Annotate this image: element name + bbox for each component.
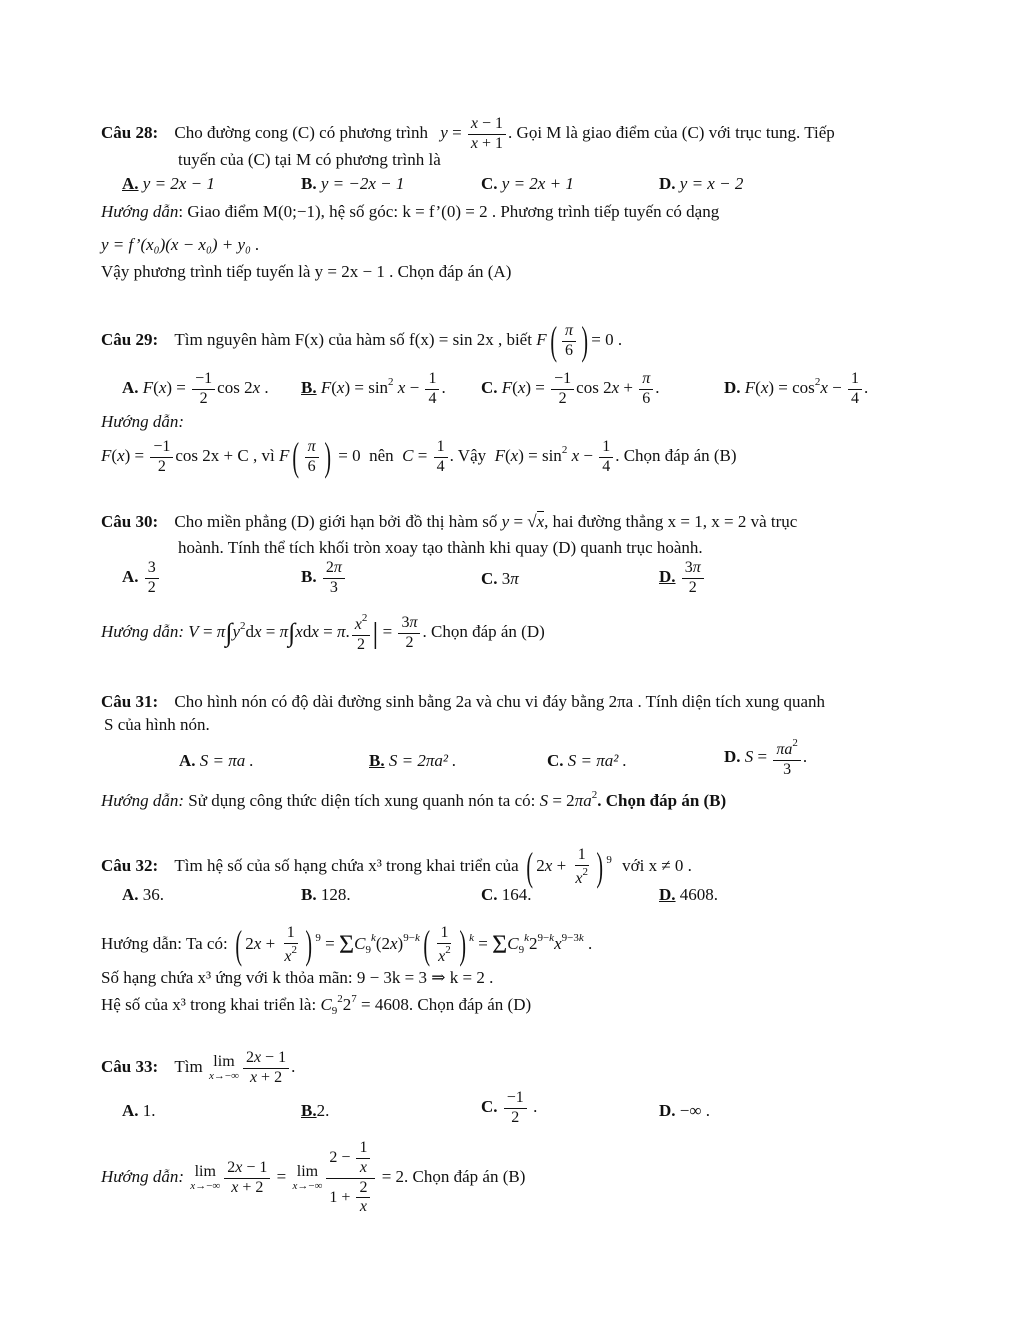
question-text: Tìm nguyên hàm F(x) của hàm số f(x) = sin 2x , biết xyxy=(174,330,532,350)
option-d[interactable]: D. −∞ . xyxy=(659,1101,710,1120)
option-d[interactable]: D. 4608. xyxy=(659,885,719,904)
fraction: $\frac{x - 1}{x + 1}$ xyxy=(468,116,506,153)
question-text: với x ≠ 0 . xyxy=(622,856,692,876)
guide-text: . Chọn đáp án (D) xyxy=(408,995,532,1014)
question-text: Tìm hệ số của số hạng chứa x³ trong khai triển của xyxy=(174,856,519,876)
question-text: tuyến của (C) tại M có phương trình là xyxy=(178,150,441,169)
question-text: = 0 . xyxy=(591,330,623,350)
guide-text: Số hạng chứa x³ ứng với k thỏa mãn: 9 − 3k = 3 ⇒ k = 2 . xyxy=(101,968,494,987)
option-d[interactable]: D. y = x − 2 xyxy=(659,174,744,193)
option-b[interactable]: B. $\frac{2\pi}{3}$ xyxy=(301,560,347,597)
guide-text: Hướng dẫn: Ta có: xyxy=(101,934,228,954)
question-text: hoành. Tính thể tích khối tròn xoay tạo thành khi quay (D) quanh trục hoành. xyxy=(178,538,703,557)
guide-text: cos 2x + C , vì xyxy=(175,446,275,466)
option-d[interactable]: D. $\frac{3\pi}{2}$ xyxy=(659,560,706,597)
guide-text: Sử dụng công thức diện tích xung quanh nón ta có: xyxy=(184,791,536,810)
option-b[interactable]: B. y = −2x − 1 xyxy=(301,174,405,193)
option-d[interactable]: D. $F(x) = \cos^2x$ − $\frac{1}{4}$ . xyxy=(724,370,869,407)
question-32: Câu 32: Tìm hệ số của số hạng chứa x³ trong khai triển của ( 2x + $\frac{1}{x^2}$ ) $^9$ với x ≠ 0 . A. 36. B. 128. C. 164. D. 4608. Hướng dẫn: Ta có: ( 2x + $\frac{1}{x^2}$ ) $^9 = \Sigma C_9^k(2x)^{9-k}$( $\frac{1}{x^2}$ ) $^k = \Sigma C_9^k2^{9-k}x^{9-3k}$ . Số hạng chứa x³ ứng với k thỏa mãn: 9 − 3k = 3 ⇒ k = 2 . Hệ số của x³ trong khai triển là: $C_9^22^7 = 4608$. Chọn đáp án (D) xyxy=(101,844,719,1017)
guide-text: . Chọn đáp án (B) xyxy=(404,1167,526,1186)
option-b[interactable]: B. S = 2πa² . xyxy=(369,751,457,770)
option-c[interactable]: C. 164. xyxy=(481,885,532,904)
guide-label: Hướng dẫn: xyxy=(101,791,185,810)
guide-text: : Giao điểm M(0;−1), hệ số góc: k = f’(0) = 2 . Phương trình tiếp tuyến có dạng xyxy=(178,202,720,221)
option-b[interactable]: B. $F(x) = \sin^2 x$ − $\frac{1}{4}$ . xyxy=(301,370,446,407)
question-31: Câu 31: Cho hình nón có độ dài đường sinh bằng 2a và chu vi đáy bằng 2πa . Tính diện tích xung quanh S của hình nón. A. S = πa . B. S = 2πa² . C. S = πa² . D. S = $\frac{\pi a^2}{3}$ . Hướng dẫn: Sử dụng công thức diện tích xung quanh nón ta có: $S = 2\pi a^2$. Chọn đáp án (B) xyxy=(101,692,826,810)
question-text: Tìm xyxy=(174,1057,203,1077)
question-label: Câu 29: xyxy=(101,330,159,350)
guide-text: Vậy phương trình tiếp tuyến là y = 2x − 1 . Chọn đáp án (A) xyxy=(101,262,512,281)
option-a[interactable]: A. y = 2x − 1 xyxy=(122,174,215,193)
question-text: Cho miền phẳng (D) giới hạn bởi đồ thị hàm số xyxy=(174,512,498,531)
guide-label: Hướng dẫn: xyxy=(101,412,185,431)
option-d[interactable]: D. S = $\frac{\pi a^2}{3}$ . xyxy=(724,737,808,778)
guide-label: Hướng dẫn xyxy=(101,202,179,221)
option-c[interactable]: C. F(x) = $\frac{-1}{2}$ cos 2x + $\frac{\pi}{6}$ . xyxy=(481,370,660,407)
question-30: Câu 30: Cho miền phẳng (D) giới hạn bởi đồ thị hàm số y = √x, hai đường thẳng x = 1, x = 2 và trục hoành. Tính thể tích khối tròn xoay tạo thành khi quay (D) quanh trục hoành. A. $\frac{3}{2}$ B. $\frac{2\pi}{3}$ C. 3π D. $\frac{3\pi}{2}$ Hướng dẫn: $V = \pi\int y^2dx = \pi\int xdx = \pi$. $\frac{x^2}{2}$ | = $\frac{3\pi}{2}$ . Chọn đáp án (D) xyxy=(101,512,798,653)
question-text: Cho đường cong (C) có phương trình xyxy=(174,123,429,143)
guide-text: . Chọn đáp án (B) xyxy=(615,446,737,466)
guide-text: . Chọn đáp án (D) xyxy=(422,622,545,642)
question-text: Cho hình nón có độ dài đường sinh bằng 2a và chu vi đáy bằng 2πa . Tính diện tích xung quanh xyxy=(174,692,826,711)
guide-text: Hệ số của x³ trong khai triển là: xyxy=(101,995,317,1014)
option-a[interactable]: A. 36. xyxy=(122,885,165,904)
question-text: , hai đường thẳng x = 1, x = 2 và trục xyxy=(544,512,798,531)
question-text: S của hình nón. xyxy=(104,715,210,734)
option-c[interactable]: C. 3π xyxy=(481,569,519,588)
option-c[interactable]: C. S = πa² . xyxy=(547,751,627,770)
option-a[interactable]: A. S = πa . xyxy=(179,751,254,770)
question-28: Câu 28: Cho đường cong (C) có phương trình y = $\frac{x - 1}{x + 1}$ . Gọi M là giao điểm của (C) với trục tung. Tiếp tuyến của (C) tại M có phương trình là A. y = 2x − 1 B. y = −2x − 1 C. y = 2x + 1 D. y = x − 2 Hướng dẫn: Giao điểm M(0;−1), hệ số góc: k = f’(0) = 2 . Phương trình tiếp tuyến có dạng y = f’(x₀)(x − x₀) + y₀ . Vậy phương trình tiếp tuyến là y = 2x − 1 . Chọn đáp án (A) xyxy=(101,115,835,281)
question-label: Câu 32: xyxy=(101,856,159,876)
question-label: Câu 30: xyxy=(101,512,159,531)
option-a[interactable]: A. 1. xyxy=(122,1101,156,1120)
guide-text: . Chọn đáp án (B) xyxy=(597,791,727,810)
question-29: Câu 29: Tìm nguyên hàm F(x) của hàm số f(x) = sin 2x , biết F( $\frac{\pi}{6}$ ) = 0 . A. F(x) = $\frac{-1}{2}$ cos 2x . B. $F(x) = \sin^2 x$ − $\frac{1}{4}$ . C. F(x) = $\frac{-1}{2}$ cos 2x + $\frac{\pi}{6}$ . D. $F(x) = \cos^2x$ − $\frac{1}{4}$ . Hướng dẫn: F(x) = $\frac{-1}{2}$ cos 2x + C , vì F( $\frac{\pi}{6}$ ) = 0 nên C = $\frac{1}{4}$ . Vậy $F(x) = \sin^2 x$ − $\frac{1}{4}$ . Chọn đáp án (B) xyxy=(101,318,869,480)
question-label: Câu 31: xyxy=(101,692,159,711)
option-a[interactable]: A. $\frac{3}{2}$ xyxy=(122,560,161,597)
question-label: Câu 28: xyxy=(101,123,159,143)
question-label: Câu 33: xyxy=(101,1057,159,1077)
option-c[interactable]: C. y = 2x + 1 xyxy=(481,174,574,193)
guide-label: Hướng dẫn: xyxy=(101,1167,185,1186)
option-b[interactable]: B. 128. xyxy=(301,885,351,904)
guide-label: Hướng dẫn: xyxy=(101,622,185,642)
question-33: Câu 33: Tìm lim x→−∞ $\frac{2x - 1}{x + 2}$ . A. 1. B.2. C. $\frac{-1}{2}$ . D. −∞ . Hướng dẫn: lim x→−∞ $\frac{2x - 1}{x + 2}$ = lim x→−∞ 2 − $\frac{1}{x}$ 1 + $\frac{2}{x}$ = 2. Chọn đáp án (B) xyxy=(101,1049,710,1216)
option-b[interactable]: B.2. xyxy=(301,1101,330,1120)
guide-text: y = f’(x₀)(x − x₀) + y₀ . xyxy=(101,235,260,254)
question-text: . Gọi M là giao điểm của (C) với trục tung. Tiếp xyxy=(508,123,835,143)
option-a[interactable]: A. F(x) = $\frac{-1}{2}$ cos 2x . xyxy=(122,370,269,407)
option-c[interactable]: C. $\frac{-1}{2}$ . xyxy=(481,1089,538,1126)
